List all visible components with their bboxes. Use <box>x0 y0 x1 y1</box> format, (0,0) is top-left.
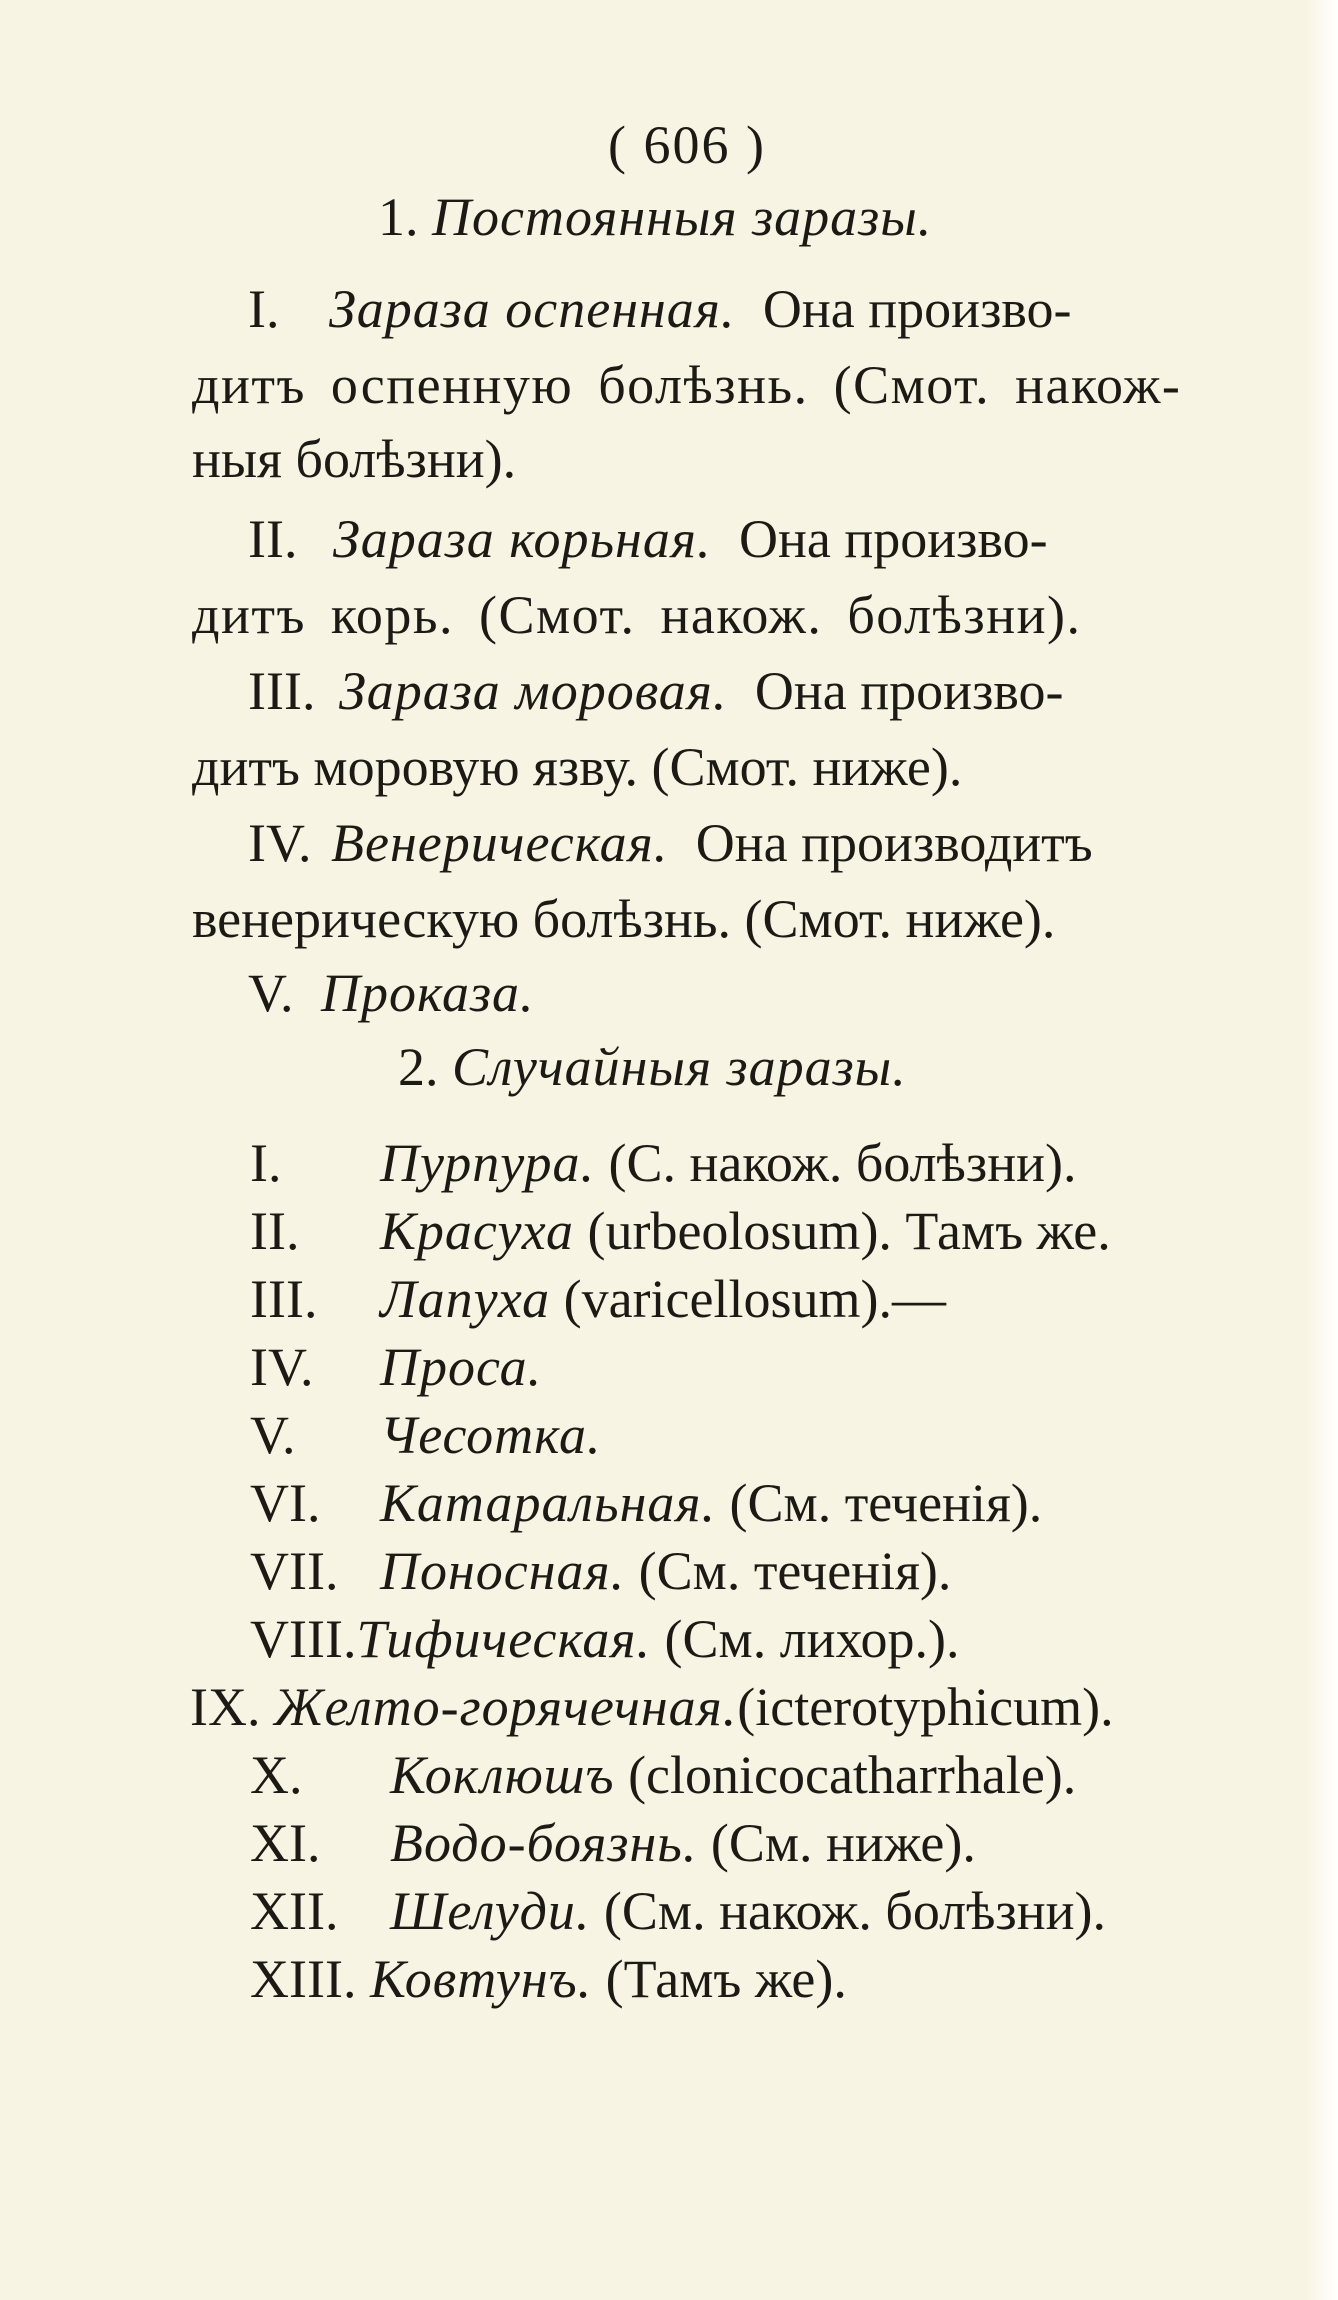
entry-title: Тифическая. <box>356 1609 652 1669</box>
entry-numeral: IX. <box>190 1677 261 1737</box>
entry-text: (См. лихор.). <box>664 1609 960 1669</box>
entry-text: (См. теченія). <box>729 1473 1043 1533</box>
s2-item-5 <box>380 1405 602 1465</box>
entry-text: (urbeolosum). Тамъ же. <box>587 1201 1111 1261</box>
entry-title: Венерическая. <box>331 813 669 873</box>
section-2-number: 2. <box>398 1037 439 1097</box>
entry-title: Зараза оспенная. <box>328 279 736 339</box>
s2-item-10 <box>390 1745 1077 1805</box>
s2-item-12 <box>390 1881 1107 1941</box>
s2-item-13 <box>250 1949 847 2009</box>
entry-s1-2-line-2: дитъ корь. (Смот. накож. болѣзни). <box>192 585 1082 645</box>
section-1-heading <box>378 187 933 247</box>
entry-title: Проказа. <box>321 963 535 1023</box>
entry-title: Лапуха <box>380 1269 551 1329</box>
entry-numeral: XIII. <box>250 1949 357 2009</box>
entry-title: Ковтунъ. <box>369 1949 593 2009</box>
entry-s1-1-line-1 <box>248 279 1072 339</box>
entry-title: Красуха <box>380 1201 574 1261</box>
entry-title: Зараза моровая. <box>338 661 728 721</box>
s2-numeral-11: XI. <box>250 1813 321 1873</box>
s2-item-9 <box>190 1677 1114 1737</box>
entry-s1-3-line-1 <box>248 661 1064 721</box>
entry-s1-4-line-1 <box>248 813 1093 873</box>
entry-numeral: VIII. <box>250 1609 357 1669</box>
s2-item-8 <box>250 1609 960 1669</box>
entry-text: (См. теченія). <box>638 1541 952 1601</box>
s2-item-1 <box>380 1133 1077 1193</box>
entry-title: Пурпура. <box>380 1133 596 1193</box>
entry-text: (См. накож. болѣзни). <box>603 1881 1107 1941</box>
section-2-title: Случайныя заразы. <box>452 1037 907 1097</box>
entry-text: (См. ниже). <box>710 1813 976 1873</box>
entry-title: Проса. <box>380 1337 543 1397</box>
entry-text: (icterotyphicum). <box>737 1677 1114 1737</box>
entry-title: Зараза корьная. <box>332 509 712 569</box>
entry-numeral: V. <box>248 963 294 1023</box>
s2-item-6 <box>380 1473 1043 1533</box>
entry-numeral: I. <box>248 279 280 339</box>
entry-s1-1-line-2: дитъ оспенную болѣзнь. (Смот. накож- <box>192 355 1182 415</box>
s2-numeral-1: I. <box>250 1133 282 1193</box>
entry-text: (varicellosum).— <box>563 1269 946 1329</box>
entry-text: Она произво- <box>762 279 1072 339</box>
entry-title: Катаральная. <box>380 1473 717 1533</box>
section-1-title: Постоянныя заразы. <box>432 187 933 247</box>
s2-item-7 <box>380 1541 952 1601</box>
s2-numeral-6: VI. <box>250 1473 321 1533</box>
s2-numeral-2: II. <box>250 1201 300 1261</box>
entry-numeral: II. <box>248 509 298 569</box>
entry-title: Поносная. <box>380 1541 626 1601</box>
s2-item-2 <box>380 1201 1111 1261</box>
entry-title: Шелуди. <box>390 1881 591 1941</box>
entry-s1-3-line-2: дитъ моровую язву. (Смот. ниже). <box>192 737 963 797</box>
entry-title: Коклюшъ <box>390 1745 615 1805</box>
entry-title: Водо-боязнь. <box>390 1813 698 1873</box>
s2-numeral-4: IV. <box>250 1337 314 1397</box>
s2-item-3 <box>380 1269 946 1329</box>
page-edge <box>1304 0 1338 2300</box>
s2-numeral-10: X. <box>250 1745 303 1805</box>
s2-numeral-5: V. <box>250 1405 296 1465</box>
entry-text: (clonicocatharrhale). <box>628 1745 1077 1805</box>
entry-numeral: III. <box>248 661 316 721</box>
s2-item-11 <box>390 1813 976 1873</box>
entry-text: Она произво- <box>738 509 1048 569</box>
s2-numeral-12: XII. <box>250 1881 339 1941</box>
entry-s1-4-line-2: венерическую болѣзнь. (Смот. ниже). <box>192 889 1056 949</box>
entry-text: Она произво- <box>754 661 1064 721</box>
s2-numeral-7: VII. <box>250 1541 339 1601</box>
entry-text: (Тамъ же). <box>605 1949 847 2009</box>
entry-text: (С. накож. болѣзни). <box>608 1133 1077 1193</box>
entry-s1-5-line-1 <box>248 963 535 1023</box>
entry-s1-1-line-3: ныя болѣзни). <box>192 429 517 489</box>
entry-s1-2-line-1 <box>248 509 1048 569</box>
entry-title: Желто-горячечная. <box>273 1677 738 1737</box>
entry-numeral: IV. <box>248 813 312 873</box>
entry-title: Чесотка. <box>380 1405 602 1465</box>
section-2-heading <box>398 1037 907 1097</box>
page-number: ( 606 ) <box>608 115 766 175</box>
s2-numeral-3: III. <box>250 1269 318 1329</box>
s2-item-4 <box>380 1337 543 1397</box>
section-1-number: 1. <box>378 187 419 247</box>
entry-text: Она производитъ <box>695 813 1093 873</box>
